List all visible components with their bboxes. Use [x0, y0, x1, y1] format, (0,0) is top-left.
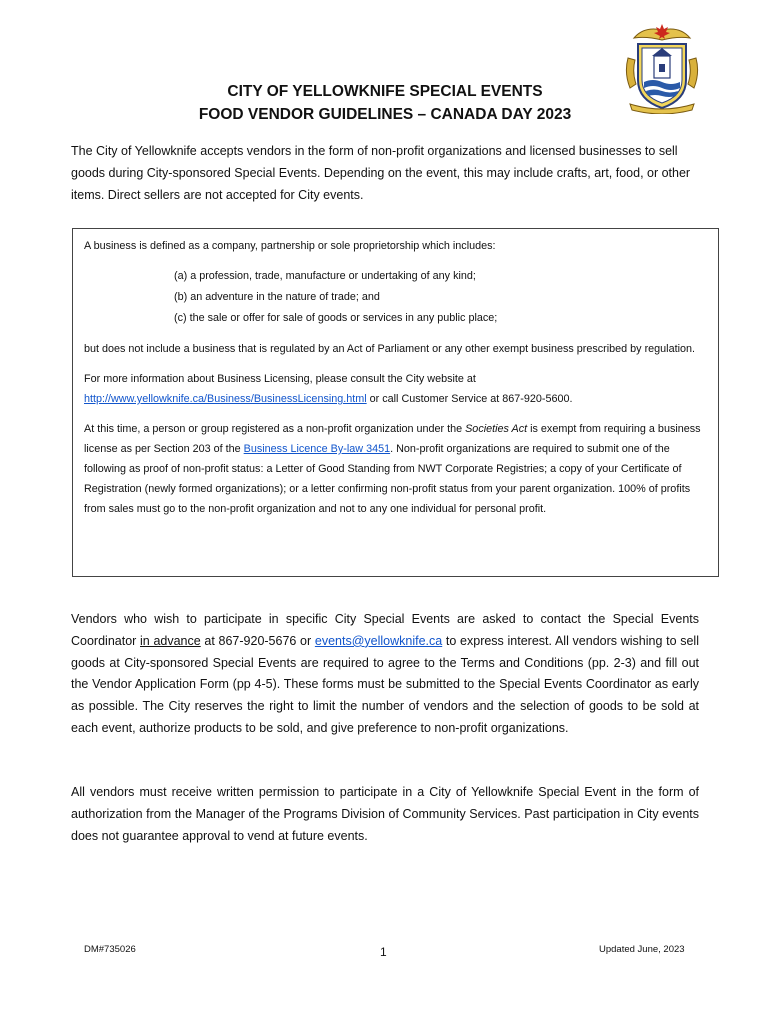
nonprofit-text: is exempt from requiring a business license as per Section 203 of the	[84, 423, 701, 455]
permission-paragraph: All vendors must receive written permission to participate in a City of Yellowknife Special Event in the form of authorization from the Manager of the Programs Division of Community Services. Past participation in City events does not guarantee approval to vend at future events.	[71, 785, 699, 843]
licensing-info	[84, 369, 708, 409]
business-definition-list	[174, 266, 708, 329]
business-exclusion: but does not include a business that is regulated by an Act of Parliament or any other exempt business prescribed by regulation.	[84, 343, 695, 355]
page-number: 1	[380, 945, 387, 959]
list-item: (c) the sale or offer for sale of goods or services in any public place;	[174, 312, 498, 324]
email-link[interactable]: events@yellowknife.ca	[314, 633, 443, 648]
intro-paragraph: The City of Yellowknife accepts vendors in the form of non-profit organizations and licensed businesses to sell goods during City-sponsored Special Events. Depending on the event, this may include crafts, art, food, or other items. Direct sellers are not accepted for City events.	[71, 144, 691, 202]
updated-date: Updated June, 2023	[599, 944, 685, 955]
business-definition: A business is defined as a company, partnership or sole proprietorship which includes:	[84, 240, 496, 252]
societies-act: Societies Act	[465, 423, 528, 435]
title-line-2: FOOD VENDOR GUIDELINES – CANADA DAY 2023	[198, 106, 572, 123]
in-advance-text: in advance	[140, 633, 201, 648]
paragraph-text: at 867-920-5676 or	[200, 633, 315, 648]
list-item: (a) a profession, trade, manufacture or undertaking of any kind;	[174, 270, 476, 282]
bylaw-link[interactable]: Business Licence By-law 3451	[243, 443, 391, 455]
document-number: DM#735026	[84, 944, 136, 955]
paragraph-text: to express interest. All vendors wishing to sell goods at City-sponsored Special Events are required to agree to the Terms and Conditions (pp. 2-3) and fill out the Vendor Application Form (pp 4-5). These forms must be submitted to the Special Events Coordinator as early as possible. The City reserves the right to limit the number of vendors and the selection of goods to be sold at each event, authorize products to be sold, and give preference to non-profit organizations.	[71, 633, 699, 735]
customer-service-text: or call Customer Service at 867-920-5600.	[366, 393, 573, 405]
business-licensing-link[interactable]: http://www.yellowknife.ca/Business/BusinessLicensing.html	[84, 393, 367, 405]
business-definition-box	[72, 228, 719, 577]
title-line-1: CITY OF YELLOWKNIFE SPECIAL EVENTS	[227, 83, 543, 100]
licensing-text: For more information about Business Licensing, please consult the City website at	[84, 373, 476, 385]
nonprofit-text: . Non-profit organizations are required to submit one of the following as proof of non-profit status: a Letter of Good Standing from NWT Corporate Registries; a copy of your Certificate of Registration (newly formed organizations); or a letter confirming non-profit status from your parent organization. 100% of profits from sales must go to the non-profit organization and not to any one individual for personal profit.	[84, 443, 691, 515]
paragraph-text: Vendors who wish to participate in specific City Special Events are asked to contact the Special Events Coordinator	[71, 612, 699, 648]
nonprofit-info	[84, 419, 708, 519]
vendor-contact-paragraph	[71, 609, 699, 740]
nonprofit-text: At this time, a person or group registered as a non-profit organization under the	[84, 423, 466, 435]
document-title	[0, 80, 770, 126]
list-item: (b) an adventure in the nature of trade; and	[174, 291, 380, 303]
